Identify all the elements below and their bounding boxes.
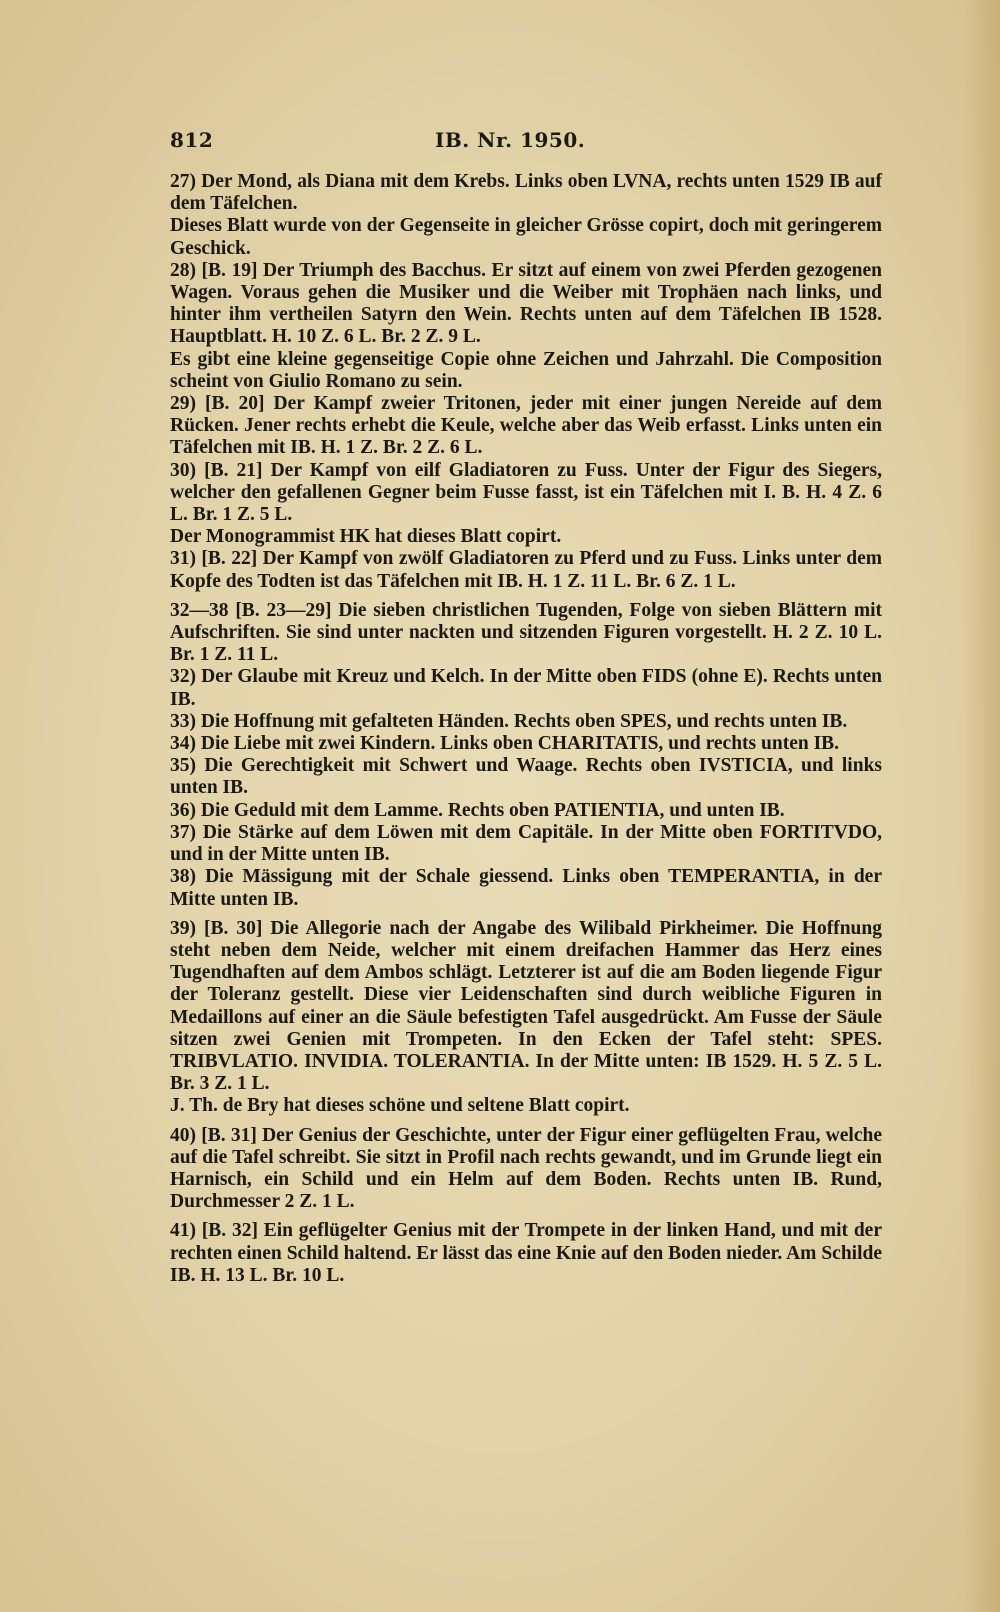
entry-27: 27) Der Mond, als Diana mit dem Krebs. Links oben LVNA, rechts unten 1529 IB auf dem Täfelchen. [170, 171, 882, 215]
entry-39: 39) [B. 30] Die Allegorie nach der Angabe des Wilibald Pirkheimer. Die Hoffnung steht neben dem Neide, welcher mit einem dreifachen Hammer das Herz eines Tugendhaften auf dem Ambos schlägt. Letzterer ist auf die am Boden liegende Figur der Toleranz gestellt. Diese vier Leidenschaften sind durch weibliche Figuren in Medaillons auf einer an die Säule befestigten Tafel ausgedrückt. Am Fusse der Säule sitzen zwei Genien mit Trompeten. In den Ecken der Tafel steht: SPES. TRIBVLATIO. INVIDIA. TOLERANTIA. In der Mitte unten: IB 1529. H. 5 Z. 5 L. Br. 3 Z. 1 L. [170, 917, 882, 1095]
running-head: IB. Nr. 1950. [435, 128, 586, 152]
entry-34: 34) Die Liebe mit zwei Kindern. Links oben CHARITATIS, und rechts unten IB. [170, 733, 840, 755]
catalogue-text [170, 171, 882, 1287]
entry-32: 32) Der Glaube mit Kreuz und Kelch. In der Mitte oben FIDS (ohne E). Rechts unten IB. [170, 666, 882, 710]
page-number: 812 [170, 128, 214, 152]
page-edge-shadow [962, 0, 1000, 1612]
entry-33: 33) Die Hoffnung mit gefalteten Händen. Rechts oben SPES, und rechts unten IB. [170, 710, 848, 732]
entry-31: 31) [B. 22] Der Kampf von zwölf Gladiatoren zu Pferd und zu Fuss. Links unter dem Kopfe des Todten ist das Täfelchen mit IB. H. 1 Z. 11 L. Br. 6 Z. 1 L. [170, 548, 882, 592]
entry-37: 37) Die Stärke auf dem Löwen mit dem Capitäle. In der Mitte oben FORTITVDO, und in der Mitte unten IB. [170, 821, 882, 866]
entry-38: 38) Die Mässigung mit der Schale giessend. Links oben TEMPERANTIA, in der Mitte unten IB. [170, 866, 882, 910]
entry-30-note: Der Monogrammist HK hat dieses Blatt copirt. [170, 526, 562, 548]
page-header [170, 128, 870, 154]
entry-30: 30) [B. 21] Der Kampf von eilf Gladiatoren zu Fuss. Unter der Figur des Siegers, welcher den gefallenen Gegner beim Fusse fasst, ist ein Täfelchen mit I. B. H. 4 Z. 6 L. Br. 1 Z. 5 L. [170, 459, 882, 526]
entry-36: 36) Die Geduld mit dem Lamme. Rechts oben PATIENTIA, und unten IB. [170, 799, 785, 821]
entry-41: 41) [B. 32] Ein geflügelter Genius mit der Trompete in der linken Hand, und mit der rechten einen Schild haltend. Er lässt das eine Knie auf den Boden nieder. Am Schilde IB. H. 13 L. Br. 10 L. [170, 1220, 882, 1286]
entry-32-38: 32—38 [B. 23—29] Die sieben christlichen Tugenden, Folge von sieben Blättern mit Aufschriften. Sie sind unter nackten und sitzenden Figuren vorgestellt. H. 2 Z. 10 L. Br. 1 Z. 11 L. [170, 599, 882, 666]
entry-28: 28) [B. 19] Der Triumph des Bacchus. Er sitzt auf einem von zwei Pferden gezogenen Wagen. Voraus gehen die Musiker und die Weiber mit Trophäen nach links, und hinter ihm vertheilen Satyrn den Wein. Rechts unten auf dem Täfelchen IB 1528. Hauptblatt. H. 10 Z. 6 L. Br. 2 Z. 9 L. [170, 259, 882, 348]
entry-35: 35) Die Gerechtigkeit mit Schwert und Waage. Rechts oben IVSTICIA, und links unten IB. [170, 755, 882, 799]
entry-39-note: J. Th. de Bry hat dieses schöne und seltene Blatt copirt. [170, 1095, 630, 1117]
entry-40: 40) [B. 31] Der Genius der Geschichte, unter der Figur einer geflügelten Frau, welche auf die Tafel schreibt. Sie sitzt in Profil nach rechts gewandt, und im Grunde liegt ein Harnisch, ein Schild und ein Helm auf dem Boden. Rechts unten IB. Rund, Durchmesser 2 Z. 1 L. [170, 1124, 882, 1213]
entry-28-note: Es gibt eine kleine gegenseitige Copie ohne Zeichen und Jahrzahl. Die Composition scheint von Giulio Romano zu sein. [170, 348, 882, 392]
entry-29: 29) [B. 20] Der Kampf zweier Tritonen, jeder mit einer jungen Nereide auf dem Rücken. Jener rechts erhebt die Keule, welche aber das Weib erfasst. Links unten ein Täfelchen mit IB. H. 1 Z. Br. 2 Z. 6 L. [170, 393, 882, 459]
entry-27-note: Dieses Blatt wurde von der Gegenseite in gleicher Grösse copirt, doch mit geringerem Geschick. [170, 215, 882, 259]
